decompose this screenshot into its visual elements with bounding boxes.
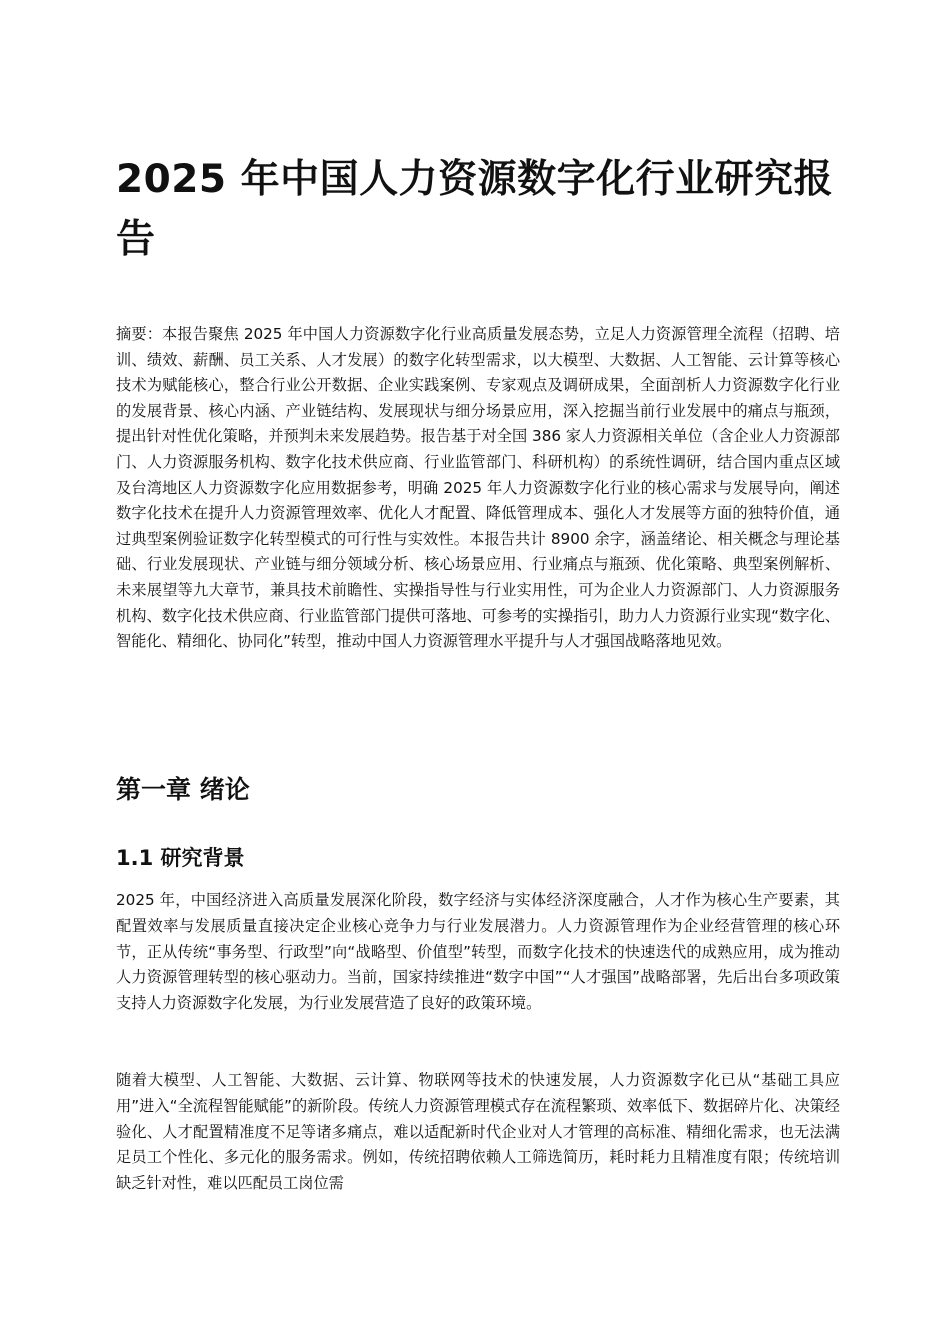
- body-paragraph: 2025 年，中国经济进入高质量发展深化阶段，数字经济与实体经济深度融合，人才作为核心生产要素，其配置效率与发展质量直接决定企业核心竞争力与行业发展潜力。人力资源管理作为企业经营管理的核心环节，正从传统“事务型、行政型”向“战略型、价值型”转型，而数字化技术的快速迭代的成熟应用，成为推动人力资源管理转型的核心驱动力。当前，国家持续推进“数字中国”“人才强国”战略部署，先后出台多项政策支持人力资源数字化发展，为行业发展营造了良好的政策环境。: [116, 891, 840, 1013]
- abstract-paragraph: 摘要：本报告聚焦 2025 年中国人力资源数字化行业高质量发展态势，立足人力资源管理全流程（招聘、培训、绩效、薪酬、员工关系、人才发展）的数字化转型需求，以大模型、大数据、人工智能、云计算等核心技术为赋能核心，整合行业公开数据、企业实践案例、专家观点及调研成果，全面剖析人力资源数字化行业的发展背景、核心内涵、产业链结构、发展现状与细分场景应用，深入挖掘当前行业发展中的痛点与瓶颈，提出针对性优化策略，并预判未来发展趋势。报告基于对全国 386 家人力资源相关单位（含企业人力资源部门、人力资源服务机构、数字化技术供应商、行业监管部门、科研机构）的系统性调研，结合国内重点区域及台湾地区人力资源数字化应用数据参考，明确 2025 年人力资源数字化行业的核心需求与发展导向，阐述数字化技术在提升人力资源管理效率、优化人才配置、降低管理成本、强化人才发展等方面的独特价值，通过典型案例验证数字化转型模式的可行性与实效性。本报告共计 8900 余字，涵盖绪论、相关概念与理论基础、行业发展现状、产业链与细分领域分析、核心场景应用、行业痛点与瓶颈、优化策略、典型案例解析、未来展望等九大章节，兼具技术前瞻性、实操指导性与行业实用性，可为企业人力资源部门、人力资源服务机构、数字化技术供应商、行业监管部门提供可落地、可参考的实操指引，助力人力资源行业实现“数字化、智能化、精细化、协同化”转型，推动中国人力资源管理水平提升与人才强国战略落地见效。: [116, 325, 840, 651]
- chapter-heading: 第一章 绪论: [116, 775, 250, 804]
- section-heading: 1.1 研究背景: [116, 846, 245, 870]
- body-paragraph: 随着大模型、人工智能、大数据、云计算、物联网等技术的快速发展，人力资源数字化已从“基础工具应用”进入“全流程智能赋能”的新阶段。传统人力资源管理模式存在流程繁琐、效率低下、数据碎片化、决策经验化、人才配置精准度不足等诸多痛点，难以适配新时代企业对人才管理的高标准、精细化需求，也无法满足员工个性化、多元化的服务需求。例如，传统招聘依赖人工筛选简历，耗时耗力且精准度有限；传统培训缺乏针对性，难以匹配员工岗位需: [116, 1071, 840, 1193]
- document-title: 2025 年中国人力资源数字化行业研究报告: [116, 157, 834, 262]
